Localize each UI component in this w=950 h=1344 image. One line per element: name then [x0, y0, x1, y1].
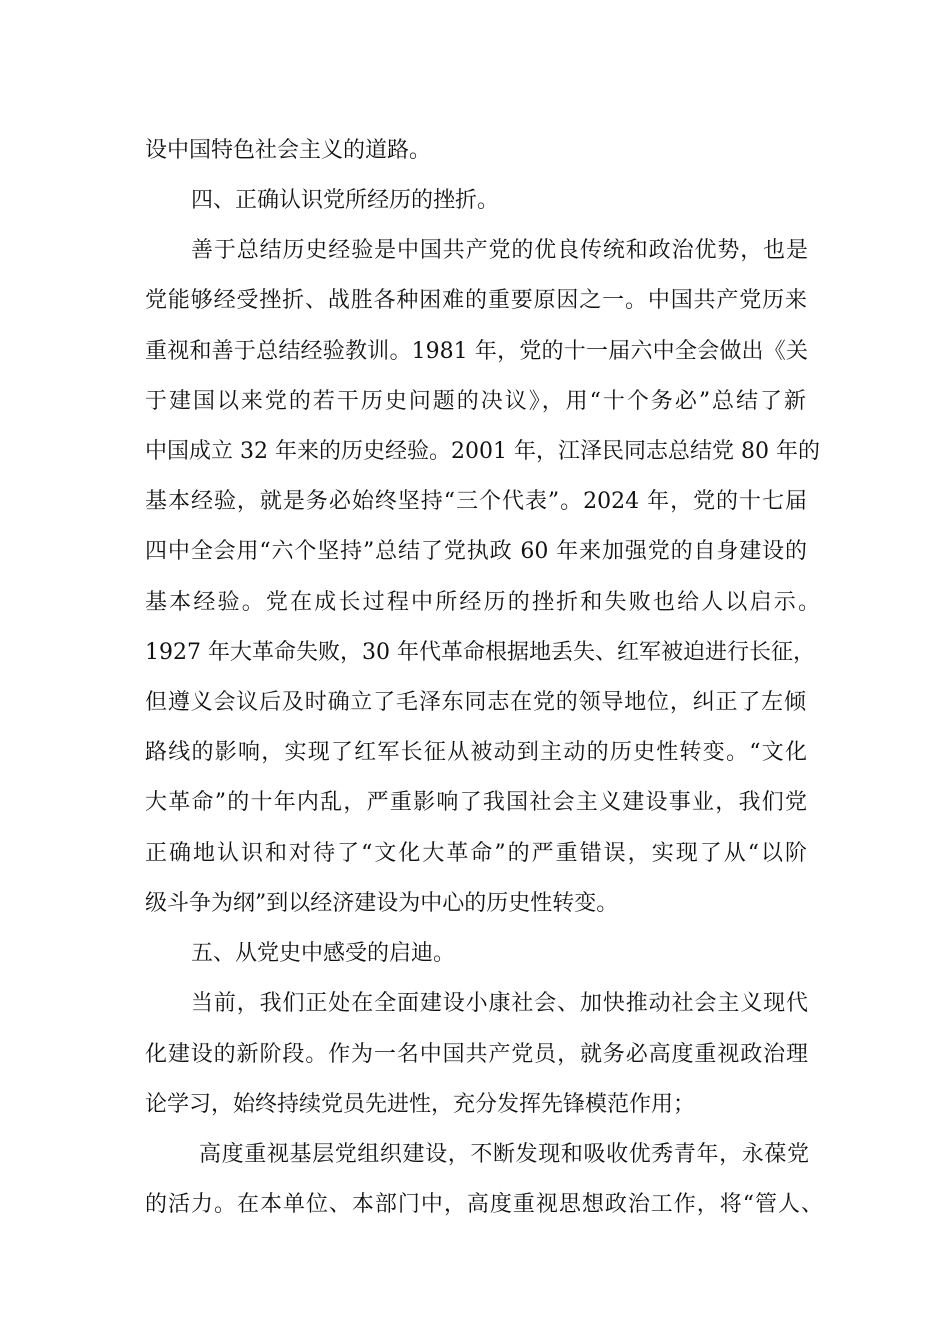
text-line: 基本经验。党在成长过程中所经历的挫折和失败也给人以启示。 — [145, 590, 820, 615]
section-heading-4: 四、正确认识党所经历的挫折。 — [191, 188, 500, 213]
text-line: 的活力。在本单位、本部门中，高度重视思想政治工作，将“管人、 — [145, 1192, 823, 1217]
text-line: 正确地认识和对待了“文化大革命”的严重错误，实现了从“以阶 — [145, 841, 807, 866]
text-line: 高度重视基层党组织建设，不断发现和吸收优秀青年，永葆党 — [199, 1142, 809, 1167]
section-heading-5: 五、从党史中感受的启迪。 — [191, 941, 456, 966]
text-line: 于建国以来党的若干历史问题的决议》，用“十个务必”总结了新 — [145, 389, 806, 414]
text-line: 重视和善于总结经验教训。1981 年，党的十一届六中全会做出《关 — [145, 339, 808, 364]
text-line: 论学习，始终持续党员先进性，充分发挥先锋模范作用； — [145, 1092, 696, 1117]
text-line: 但遵义会议后及时确立了毛泽东同志在党的领导地位，纠正了左倾 — [145, 690, 806, 715]
text-line: 中国成立 32 年来的历史经验。2001 年，江泽民同志总结党 80 年的 — [145, 439, 820, 464]
text-line: 善于总结历史经验是中国共产党的优良传统和政治优势，也是 — [191, 238, 808, 263]
text-line: 党能够经受挫折、战胜各种困难的重要原因之一。中国共产党历来 — [145, 288, 807, 313]
text-line: 四中全会用“六个坚持”总结了党执政 60 年来加强党的自身建设的 — [145, 539, 807, 564]
text-line: 基本经验，就是务必始终坚持“三个代表”。2024 年，党的十七届 — [145, 489, 807, 514]
text-line: 化建设的新阶段。作为一名中国共产党员，就务必高度重视政治理 — [145, 1042, 808, 1067]
text-line: 1927 年大革命失败，30 年代革命根据地丢失、红军被迫进行长征， — [145, 640, 815, 665]
text-line: 当前，我们正处在全面建设小康社会、加快推动社会主义现代 — [191, 991, 808, 1016]
text-line: 大革命”的十年内乱，严重影响了我国社会主义建设事业，我们党 — [145, 790, 807, 815]
text-line: 级斗争为纲”到以经济建设为中心的历史性转变。 — [145, 891, 619, 916]
text-line: 路线的影响，实现了红军长征从被动到主动的历史性转变。“文化 — [145, 740, 807, 765]
text-line: 设中国特色社会主义的道路。 — [145, 138, 432, 163]
